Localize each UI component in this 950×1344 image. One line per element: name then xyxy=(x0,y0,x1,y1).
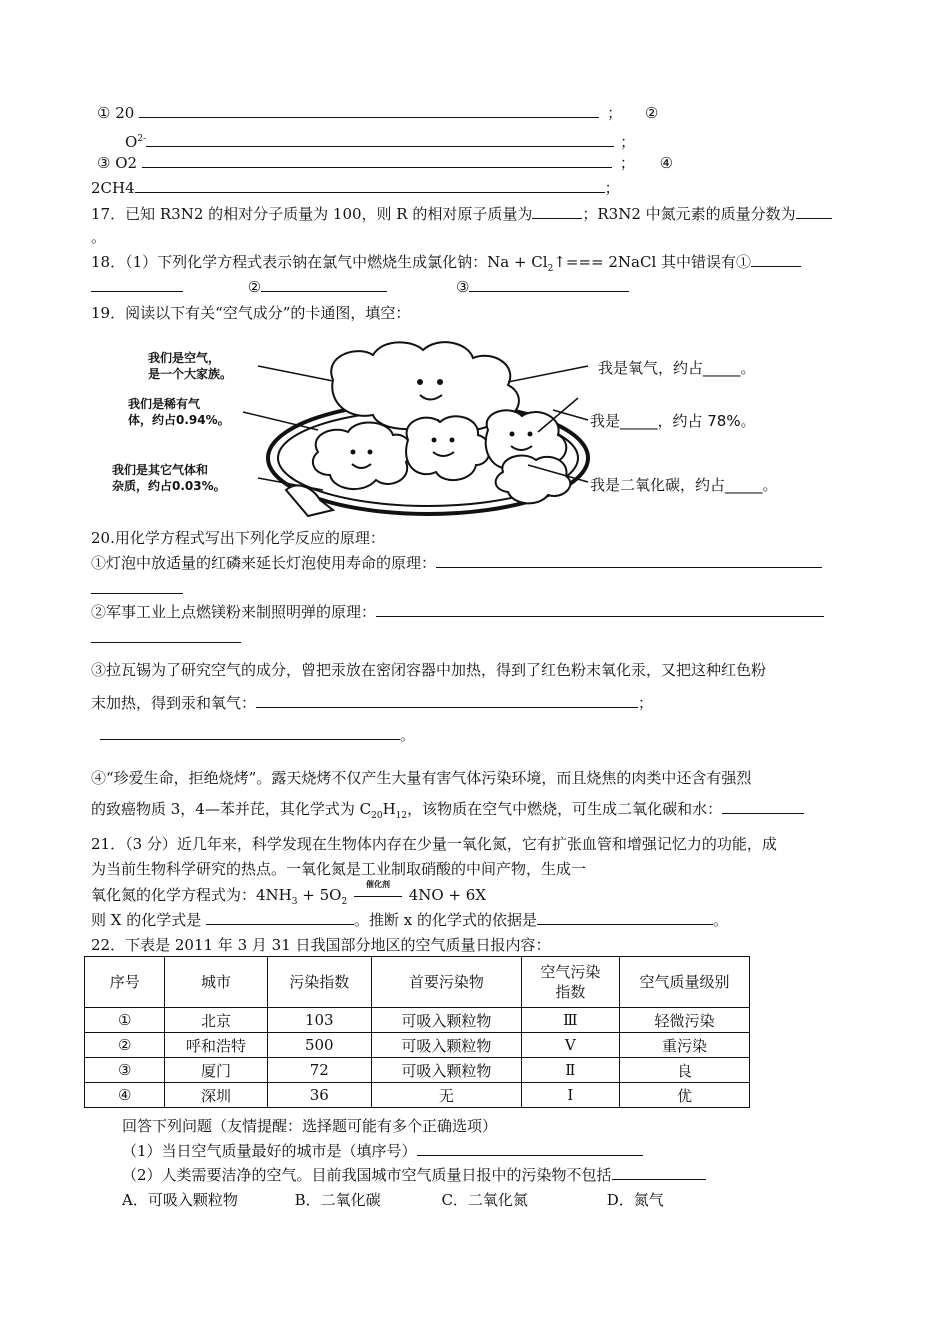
table-cell: Ⅴ xyxy=(521,1033,619,1058)
cartoon-label: 杂质，约占0.03%。 xyxy=(112,479,226,493)
item-number: ① xyxy=(97,104,111,122)
q20-p4-line1: ④“珍爱生命，拒绝烧烤”。露天烧烤不仅产生大量有害气体污染环境，而且烧焦的肉类中还含有强烈 xyxy=(91,769,752,787)
cloud-eye xyxy=(417,379,423,385)
cartoon-label: 体，约占0.94%。 xyxy=(128,413,230,427)
table-cell: ② xyxy=(85,1033,165,1058)
question-text: 18．（1）下列化学方程式表示钠在氯气中燃烧生成氯化钠：Na + Cl xyxy=(91,253,548,271)
q16-line4: 2CH4 ； xyxy=(91,179,620,197)
answer-blank[interactable] xyxy=(417,1141,643,1156)
item-number: ③ xyxy=(97,154,111,172)
formula: O xyxy=(125,133,138,151)
table-cell: 厦门 xyxy=(165,1058,267,1083)
table-cell: 可吸入颗粒物 xyxy=(371,1033,521,1058)
cartoon-label: 我们是其它气体和 xyxy=(112,463,209,477)
q22-sub2: （2）人类需要洁净的空气。目前我国城市空气质量日报中的污染物不包括 xyxy=(122,1165,706,1185)
cloud-eye xyxy=(510,432,515,437)
q18-line1: 18．（1）下列化学方程式表示钠在氯气中燃烧生成氯化钠：$Na + Cl_2↑===$ 2NaCl 其中错误有① xyxy=(91,252,801,279)
q18-line2: ② ③ xyxy=(91,277,629,297)
answer-blank[interactable] xyxy=(612,1165,706,1180)
q20-title: 20.用化学方程式写出下列化学反应的原理： xyxy=(91,529,385,547)
q22-intro: 22．下表是 2011 年 3 月 31 日我国部分地区的空气质量日报内容： xyxy=(91,936,551,954)
answer-blank[interactable] xyxy=(256,693,638,708)
answer-blank[interactable] xyxy=(91,277,183,292)
table-cell: 深圳 xyxy=(165,1083,267,1108)
answer-blank[interactable] xyxy=(261,277,387,292)
table-cell: 良 xyxy=(619,1058,749,1083)
answer-blank[interactable] xyxy=(751,252,801,267)
q21-equation: 氧化氮的化学方程式为：$4NH_3 + 5O_2$ 催化剂 4NO + 6X xyxy=(91,880,487,907)
q16-line3: ③ O2 ； ④ xyxy=(97,154,674,172)
answer-blank[interactable] xyxy=(135,178,605,193)
cartoon-label: 我是_____，约占 78%。 xyxy=(590,412,756,430)
table-cell: 36 xyxy=(267,1083,371,1108)
cloud-eye xyxy=(528,432,533,437)
cartoon-label: 我们是稀有气 xyxy=(128,397,201,411)
table-cell: 500 xyxy=(267,1033,371,1058)
q16-line2: $O^{2-}$ ； xyxy=(125,133,636,151)
table-header: 空气污染 指数 xyxy=(521,957,619,1008)
table-cell: 可吸入颗粒物 xyxy=(371,1058,521,1083)
answer-blank[interactable] xyxy=(100,725,400,740)
table-header: 序号 xyxy=(85,957,165,1008)
air-quality-table xyxy=(84,956,750,1108)
table-cell: 103 xyxy=(267,1008,371,1033)
option-d[interactable]: D．氮气 xyxy=(606,1191,664,1209)
answer-blank[interactable] xyxy=(139,103,599,118)
table-cell: Ⅰ xyxy=(521,1083,619,1108)
q17-end: 。 xyxy=(91,228,107,246)
cartoon-label: 我们是空气， xyxy=(148,351,221,365)
q21-line2: 为当前生物科学研究的热点。一氧化氮是工业制取硝酸的中间产物，生成一 xyxy=(91,860,587,878)
cloud-eye xyxy=(432,438,437,443)
cartoon-label: 我是二氧化碳，约占_____。 xyxy=(590,476,778,494)
q20-p4-line2: 的致癌物质 3，4—苯并芘，其化学式为 $C_{20}H_{12}$，该物质在空气中燃烧，可生成二氧化碳和水： xyxy=(91,799,804,826)
q22-options xyxy=(122,1190,664,1210)
q21-line4: 则 X 的化学式是 。推断 x 的化学式的依据是 。 xyxy=(91,911,728,929)
q22-answer-prompt: 回答下列问题（友情提醒：选择题可能有多个正确选项） xyxy=(122,1117,498,1135)
option-b[interactable]: B．二氧化碳 xyxy=(294,1191,381,1209)
table-cell: 重污染 xyxy=(619,1033,749,1058)
item-number: ④ xyxy=(659,154,674,172)
table-row xyxy=(85,1058,750,1083)
q20-p2-cont xyxy=(91,628,241,648)
table-cell: Ⅱ xyxy=(521,1058,619,1083)
table-header: 首要污染物 xyxy=(371,957,521,1008)
cloud-eye xyxy=(351,450,356,455)
q20-p2: ②军事工业上点燃镁粉来制照明弹的原理： xyxy=(91,602,824,622)
table-row xyxy=(85,1033,750,1058)
table-cell: ③ xyxy=(85,1058,165,1083)
question-text: ；R3N2 中氮元素的质量分数为 xyxy=(582,205,796,223)
answer-blank[interactable] xyxy=(142,153,612,168)
answer-blank[interactable] xyxy=(376,602,824,617)
answer-blank[interactable] xyxy=(796,204,832,219)
cartoon-label: 是一个大家族。 xyxy=(148,367,233,381)
table-cell: Ⅲ xyxy=(521,1008,619,1033)
q20-p3-line2: 末加热，得到汞和氧气： ； xyxy=(91,694,654,712)
air-composition-cartoon xyxy=(108,340,818,518)
formula: 2CH4 xyxy=(91,179,135,197)
answer-blank[interactable] xyxy=(532,204,582,219)
table-row xyxy=(85,1083,750,1108)
pointer-line xyxy=(258,366,338,382)
table-cell: 可吸入颗粒物 xyxy=(371,1008,521,1033)
table-cell: ① xyxy=(85,1008,165,1033)
table-row xyxy=(85,1008,750,1033)
table-cell: ④ xyxy=(85,1083,165,1108)
table-cell: 优 xyxy=(619,1083,749,1108)
table-cell: 72 xyxy=(267,1058,371,1083)
answer-blank[interactable] xyxy=(436,553,822,568)
table-cell: 呼和浩特 xyxy=(165,1033,267,1058)
question-text: 17．已知 R3N2 的相对分子质量为 100，则 R 的相对原子质量为 xyxy=(91,205,533,223)
q16-line1: ① 20 ； ② xyxy=(97,104,659,122)
q22-sub1: （1）当日空气质量最好的城市是（填序号） xyxy=(122,1141,643,1161)
pointer-line xyxy=(508,366,588,382)
cloud-character xyxy=(313,423,411,490)
answer-blank[interactable] xyxy=(91,579,183,594)
table-header: 污染指数 xyxy=(267,957,371,1008)
answer-blank[interactable] xyxy=(469,277,629,292)
formula: 20 xyxy=(115,104,135,122)
answer-blank[interactable] xyxy=(206,910,354,925)
q20-p1: ①灯泡中放适量的红磷来延长灯泡使用寿命的原理： xyxy=(91,553,822,573)
table-header: 城市 xyxy=(165,957,267,1008)
answer-blank[interactable] xyxy=(537,910,713,925)
table-cell: 无 xyxy=(371,1083,521,1108)
answer-blank[interactable] xyxy=(146,132,614,147)
answer-blank[interactable] xyxy=(722,799,804,814)
table-cell: 轻微污染 xyxy=(619,1008,749,1033)
cloud-eye xyxy=(368,450,373,455)
q17 xyxy=(91,204,832,224)
table-cell: 北京 xyxy=(165,1008,267,1033)
catalyst-arrow: 催化剂 xyxy=(352,885,404,905)
q21-line1: 21．（3 分）近几年来，科学发现在生物体内存在少量一氧化氮，它有扩张血管和增强记忆力的功能，成 xyxy=(91,835,777,853)
item-number: ② xyxy=(644,104,659,122)
q20-p1-cont xyxy=(91,579,183,599)
question-text: ↑=== 2NaCl 其中错误有① xyxy=(553,253,752,271)
cloud-character xyxy=(496,456,571,504)
q19-text: 19．阅读以下有关“空气成分”的卡通图，填空： xyxy=(91,304,411,322)
table-header-row xyxy=(85,957,750,1008)
answer-blank[interactable] xyxy=(91,628,241,643)
cloud-eye xyxy=(437,379,443,385)
option-c[interactable]: C．二氧化氮 xyxy=(441,1191,528,1209)
formula: O2 xyxy=(115,154,138,172)
cartoon-label: 我是氧气，约占_____。 xyxy=(598,359,756,377)
q20-p3-line3: 。 xyxy=(100,725,415,745)
table-header: 空气质量级别 xyxy=(619,957,749,1008)
q20-p3-line1: ③拉瓦锡为了研究空气的成分，曾把汞放在密闭容器中加热，得到了红色粉末氧化汞，又把这种红色粉 xyxy=(91,661,767,679)
cloud-eye xyxy=(450,438,455,443)
option-a[interactable]: A．可吸入颗粒物 xyxy=(122,1191,238,1209)
